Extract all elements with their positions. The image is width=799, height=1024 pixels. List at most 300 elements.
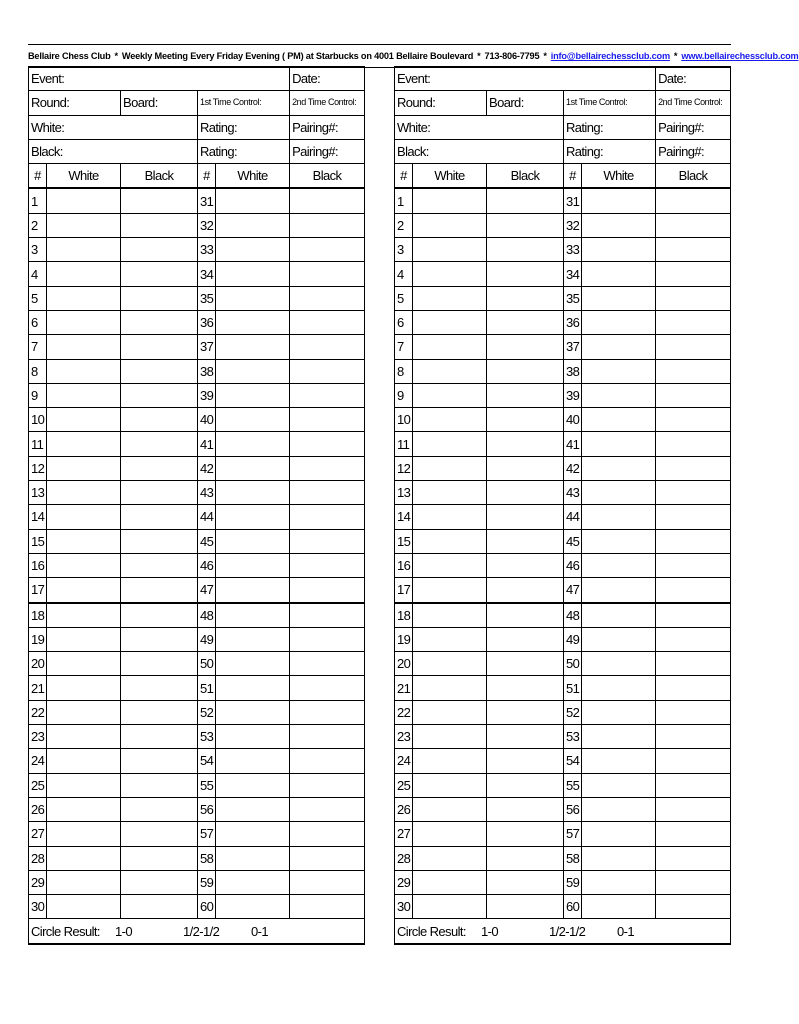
- white-move-cell[interactable]: [47, 870, 121, 894]
- black-move-cell[interactable]: [656, 529, 731, 553]
- black-move-cell[interactable]: [656, 286, 731, 310]
- time-control-2-label: 2nd Time Control:: [292, 97, 357, 108]
- black-move-cell[interactable]: [121, 529, 198, 553]
- white-move-cell[interactable]: [47, 725, 121, 749]
- move-row: [395, 773, 731, 797]
- result-draw[interactable]: 1/2-1/2: [549, 923, 586, 939]
- email-link[interactable]: info@bellairechessclub.com: [550, 51, 670, 61]
- black-move-cell[interactable]: [487, 725, 564, 749]
- white-move-cell[interactable]: [582, 213, 656, 237]
- black-move-cell[interactable]: [290, 797, 365, 821]
- board-field[interactable]: [121, 91, 198, 115]
- white-move-cell[interactable]: [582, 846, 656, 870]
- black-move-cell[interactable]: [290, 700, 365, 724]
- black-move-cell[interactable]: [656, 700, 731, 724]
- black-move-cell[interactable]: [487, 408, 564, 432]
- black-player-label: Black:: [31, 144, 63, 160]
- black-move-cell[interactable]: [121, 627, 198, 651]
- white-move-cell[interactable]: [413, 700, 487, 724]
- white-move-cell[interactable]: [47, 822, 121, 846]
- white-move-cell[interactable]: [47, 505, 121, 529]
- white-move-cell[interactable]: [216, 846, 290, 870]
- white-move-cell[interactable]: [413, 846, 487, 870]
- move-number: 39: [198, 383, 216, 407]
- white-move-cell[interactable]: [582, 773, 656, 797]
- black-move-cell[interactable]: [121, 238, 198, 262]
- white-move-cell[interactable]: [216, 725, 290, 749]
- black-move-cell[interactable]: [487, 797, 564, 821]
- white-move-cell[interactable]: [582, 553, 656, 577]
- white-move-cell[interactable]: [582, 383, 656, 407]
- white-move-cell[interactable]: [216, 797, 290, 821]
- black-move-cell[interactable]: [487, 335, 564, 359]
- white-move-cell[interactable]: [216, 895, 290, 919]
- black-move-cell[interactable]: [290, 359, 365, 383]
- black-move-cell[interactable]: [290, 578, 365, 603]
- black-move-cell[interactable]: [121, 652, 198, 676]
- move-number: 14: [395, 505, 413, 529]
- white-move-cell[interactable]: [47, 797, 121, 821]
- white-move-cell[interactable]: [47, 188, 121, 213]
- black-move-cell[interactable]: [487, 578, 564, 603]
- black-move-cell[interactable]: [656, 262, 731, 286]
- move-number: 48: [564, 603, 582, 628]
- black-move-cell[interactable]: [487, 505, 564, 529]
- black-move-cell[interactable]: [290, 383, 365, 407]
- black-move-cell[interactable]: [656, 238, 731, 262]
- black-move-cell[interactable]: [121, 749, 198, 773]
- white-move-cell[interactable]: [47, 383, 121, 407]
- white-move-cell[interactable]: [216, 773, 290, 797]
- black-move-cell[interactable]: [656, 310, 731, 334]
- white-move-cell[interactable]: [47, 846, 121, 870]
- black-move-cell[interactable]: [656, 359, 731, 383]
- black-move-cell[interactable]: [121, 797, 198, 821]
- white-move-cell[interactable]: [216, 408, 290, 432]
- black-move-cell[interactable]: [121, 481, 198, 505]
- white-move-cell[interactable]: [216, 652, 290, 676]
- black-move-cell[interactable]: [290, 676, 365, 700]
- move-number: 31: [198, 188, 216, 213]
- result-black-wins[interactable]: 0-1: [251, 923, 268, 939]
- white-move-cell[interactable]: [216, 481, 290, 505]
- move-number: 32: [198, 213, 216, 237]
- black-move-cell[interactable]: [290, 213, 365, 237]
- phone-number: 713-806-7795: [484, 51, 540, 61]
- white-move-cell[interactable]: [216, 262, 290, 286]
- move-row: [29, 188, 365, 213]
- white-move-cell[interactable]: [413, 870, 487, 894]
- white-move-cell[interactable]: [47, 652, 121, 676]
- black-move-cell[interactable]: [656, 188, 731, 213]
- white-move-cell[interactable]: [582, 676, 656, 700]
- black-move-cell[interactable]: [121, 310, 198, 334]
- black-move-cell[interactable]: [487, 432, 564, 456]
- white-move-cell[interactable]: [216, 359, 290, 383]
- black-move-cell[interactable]: [290, 749, 365, 773]
- white-move-cell[interactable]: [216, 822, 290, 846]
- black-player-field[interactable]: [29, 139, 198, 163]
- white-move-cell[interactable]: [582, 603, 656, 628]
- black-move-cell[interactable]: [656, 408, 731, 432]
- white-move-cell[interactable]: [413, 238, 487, 262]
- black-move-cell[interactable]: [290, 773, 365, 797]
- round-field[interactable]: [29, 91, 121, 115]
- move-row: [29, 310, 365, 334]
- white-move-cell[interactable]: [413, 553, 487, 577]
- white-move-cell[interactable]: [47, 578, 121, 603]
- black-rating-field[interactable]: [564, 139, 656, 163]
- white-move-cell[interactable]: [216, 213, 290, 237]
- black-move-cell[interactable]: [290, 481, 365, 505]
- white-move-cell[interactable]: [47, 262, 121, 286]
- black-move-cell[interactable]: [487, 773, 564, 797]
- black-move-cell[interactable]: [121, 456, 198, 480]
- white-move-cell[interactable]: [216, 286, 290, 310]
- move-row: [395, 188, 731, 213]
- white-move-cell[interactable]: [216, 603, 290, 628]
- black-move-cell[interactable]: [290, 408, 365, 432]
- white-move-cell[interactable]: [413, 749, 487, 773]
- black-move-cell[interactable]: [656, 383, 731, 407]
- black-move-cell[interactable]: [121, 895, 198, 919]
- black-move-cell[interactable]: [290, 188, 365, 213]
- black-move-cell[interactable]: [487, 822, 564, 846]
- black-move-cell[interactable]: [487, 359, 564, 383]
- white-move-cell[interactable]: [216, 432, 290, 456]
- time-control-1-field[interactable]: [198, 91, 290, 115]
- white-move-cell[interactable]: [47, 676, 121, 700]
- black-pairing-field[interactable]: [290, 139, 365, 163]
- black-move-cell[interactable]: [656, 773, 731, 797]
- white-move-cell[interactable]: [47, 456, 121, 480]
- white-move-cell[interactable]: [413, 432, 487, 456]
- black-move-cell[interactable]: [121, 408, 198, 432]
- white-move-cell[interactable]: [413, 188, 487, 213]
- white-move-cell[interactable]: [582, 238, 656, 262]
- white-move-cell[interactable]: [582, 700, 656, 724]
- move-number: 11: [395, 432, 413, 456]
- white-move-cell[interactable]: [413, 481, 487, 505]
- white-player-field[interactable]: [29, 115, 198, 139]
- move-number: 1: [29, 188, 47, 213]
- white-player-field[interactable]: [395, 115, 564, 139]
- white-move-cell[interactable]: [582, 505, 656, 529]
- website-link[interactable]: www.bellairechessclub.com: [681, 51, 799, 61]
- white-move-cell[interactable]: [413, 262, 487, 286]
- black-move-cell[interactable]: [656, 846, 731, 870]
- white-move-cell[interactable]: [413, 627, 487, 651]
- white-move-cell[interactable]: [47, 700, 121, 724]
- white-move-cell[interactable]: [216, 238, 290, 262]
- move-row: [29, 286, 365, 310]
- white-move-cell[interactable]: [413, 286, 487, 310]
- white-move-cell[interactable]: [216, 456, 290, 480]
- move-number: 5: [29, 286, 47, 310]
- move-number: 37: [564, 335, 582, 359]
- white-move-cell[interactable]: [47, 603, 121, 628]
- result-draw[interactable]: 1/2-1/2: [183, 923, 220, 939]
- move-number: 28: [29, 846, 47, 870]
- white-move-cell[interactable]: [413, 505, 487, 529]
- black-move-cell[interactable]: [290, 652, 365, 676]
- black-move-cell[interactable]: [290, 529, 365, 553]
- white-move-cell[interactable]: [47, 481, 121, 505]
- black-move-cell[interactable]: [121, 432, 198, 456]
- white-move-cell[interactable]: [582, 481, 656, 505]
- white-move-cell[interactable]: [413, 310, 487, 334]
- black-move-cell[interactable]: [121, 822, 198, 846]
- black-move-cell[interactable]: [656, 456, 731, 480]
- black-move-cell[interactable]: [656, 822, 731, 846]
- white-move-cell[interactable]: [47, 627, 121, 651]
- black-move-cell[interactable]: [121, 505, 198, 529]
- black-move-cell[interactable]: [487, 652, 564, 676]
- white-pairing-field[interactable]: [290, 115, 365, 139]
- black-move-cell[interactable]: [290, 286, 365, 310]
- white-move-cell[interactable]: [216, 529, 290, 553]
- white-move-cell[interactable]: [413, 335, 487, 359]
- white-move-cell[interactable]: [47, 749, 121, 773]
- board-field[interactable]: [487, 91, 564, 115]
- white-move-cell[interactable]: [582, 188, 656, 213]
- black-move-cell[interactable]: [656, 676, 731, 700]
- white-move-cell[interactable]: [413, 456, 487, 480]
- date-field[interactable]: [290, 67, 365, 91]
- white-move-cell[interactable]: [47, 408, 121, 432]
- white-move-cell[interactable]: [47, 213, 121, 237]
- white-move-cell[interactable]: [582, 310, 656, 334]
- black-move-cell[interactable]: [290, 238, 365, 262]
- move-number: 25: [29, 773, 47, 797]
- black-move-cell[interactable]: [656, 627, 731, 651]
- white-move-cell[interactable]: [413, 383, 487, 407]
- black-move-cell[interactable]: [487, 310, 564, 334]
- white-move-cell[interactable]: [47, 432, 121, 456]
- time-control-2-field[interactable]: [290, 91, 365, 115]
- white-move-cell[interactable]: [413, 359, 487, 383]
- black-move-cell[interactable]: [121, 603, 198, 628]
- white-move-cell[interactable]: [413, 652, 487, 676]
- white-move-cell[interactable]: [216, 578, 290, 603]
- black-move-cell[interactable]: [290, 310, 365, 334]
- black-move-cell[interactable]: [487, 286, 564, 310]
- black-move-cell[interactable]: [487, 238, 564, 262]
- white-move-cell[interactable]: [47, 359, 121, 383]
- white-move-cell[interactable]: [582, 652, 656, 676]
- white-move-cell[interactable]: [47, 310, 121, 334]
- white-move-cell[interactable]: [47, 286, 121, 310]
- white-move-cell[interactable]: [413, 676, 487, 700]
- white-move-cell[interactable]: [582, 870, 656, 894]
- white-move-cell[interactable]: [216, 505, 290, 529]
- black-move-cell[interactable]: [290, 870, 365, 894]
- white-move-cell[interactable]: [582, 822, 656, 846]
- white-move-cell[interactable]: [582, 578, 656, 603]
- black-move-cell[interactable]: [487, 846, 564, 870]
- white-move-cell[interactable]: [582, 359, 656, 383]
- black-rating-field[interactable]: [198, 139, 290, 163]
- white-move-cell[interactable]: [582, 725, 656, 749]
- black-move-cell[interactable]: [121, 578, 198, 603]
- black-move-cell[interactable]: [290, 432, 365, 456]
- black-move-cell[interactable]: [487, 627, 564, 651]
- black-move-cell[interactable]: [487, 188, 564, 213]
- black-move-cell[interactable]: [487, 749, 564, 773]
- result-black-wins[interactable]: 0-1: [617, 923, 634, 939]
- white-move-cell[interactable]: [582, 335, 656, 359]
- black-move-cell[interactable]: [487, 456, 564, 480]
- move-number: 57: [564, 822, 582, 846]
- black-move-cell[interactable]: [290, 846, 365, 870]
- black-move-cell[interactable]: [290, 553, 365, 577]
- white-move-cell[interactable]: [413, 578, 487, 603]
- white-move-cell[interactable]: [413, 773, 487, 797]
- black-move-cell[interactable]: [290, 335, 365, 359]
- white-move-cell[interactable]: [216, 335, 290, 359]
- move-number: 50: [198, 652, 216, 676]
- black-move-cell[interactable]: [656, 505, 731, 529]
- black-move-cell[interactable]: [487, 676, 564, 700]
- white-move-cell[interactable]: [582, 408, 656, 432]
- white-move-cell[interactable]: [47, 335, 121, 359]
- white-move-cell[interactable]: [47, 529, 121, 553]
- white-move-cell[interactable]: [582, 797, 656, 821]
- move-number: 29: [395, 870, 413, 894]
- black-move-cell[interactable]: [656, 895, 731, 919]
- black-move-cell[interactable]: [290, 262, 365, 286]
- black-move-cell[interactable]: [290, 627, 365, 651]
- black-move-cell[interactable]: [656, 335, 731, 359]
- time-control-2-field[interactable]: [656, 91, 731, 115]
- black-move-cell[interactable]: [487, 529, 564, 553]
- black-move-cell[interactable]: [487, 213, 564, 237]
- black-move-cell[interactable]: [121, 188, 198, 213]
- black-move-cell[interactable]: [487, 383, 564, 407]
- circle-result-field: [29, 919, 290, 944]
- white-move-cell[interactable]: [216, 310, 290, 334]
- black-move-cell[interactable]: [121, 725, 198, 749]
- white-move-cell[interactable]: [582, 262, 656, 286]
- white-move-cell[interactable]: [413, 797, 487, 821]
- black-move-cell[interactable]: [656, 725, 731, 749]
- black-move-cell[interactable]: [121, 383, 198, 407]
- white-move-cell[interactable]: [216, 870, 290, 894]
- black-move-cell[interactable]: [290, 725, 365, 749]
- black-move-cell[interactable]: [487, 895, 564, 919]
- black-move-cell[interactable]: [290, 456, 365, 480]
- white-move-cell[interactable]: [216, 749, 290, 773]
- pairing-label: Pairing#:: [292, 144, 338, 160]
- white-move-cell[interactable]: [216, 383, 290, 407]
- black-move-cell[interactable]: [121, 335, 198, 359]
- black-move-cell[interactable]: [487, 553, 564, 577]
- white-move-cell[interactable]: [216, 700, 290, 724]
- result-white-wins[interactable]: 1-0: [481, 923, 498, 939]
- black-move-cell[interactable]: [487, 700, 564, 724]
- black-move-cell[interactable]: [121, 870, 198, 894]
- move-number: 56: [564, 797, 582, 821]
- event-field[interactable]: [29, 67, 290, 91]
- black-move-cell[interactable]: [656, 749, 731, 773]
- black-player-field[interactable]: [395, 139, 564, 163]
- white-rating-field[interactable]: [564, 115, 656, 139]
- white-move-cell[interactable]: [582, 529, 656, 553]
- black-move-cell[interactable]: [121, 676, 198, 700]
- white-move-cell[interactable]: [582, 895, 656, 919]
- white-move-cell[interactable]: [413, 895, 487, 919]
- date-field[interactable]: [656, 67, 731, 91]
- white-move-cell[interactable]: [413, 725, 487, 749]
- white-move-cell[interactable]: [582, 456, 656, 480]
- black-move-cell[interactable]: [121, 286, 198, 310]
- black-move-cell[interactable]: [121, 213, 198, 237]
- black-move-cell[interactable]: [656, 797, 731, 821]
- white-move-cell[interactable]: [582, 627, 656, 651]
- white-move-cell[interactable]: [47, 895, 121, 919]
- black-move-cell[interactable]: [656, 603, 731, 628]
- black-move-cell[interactable]: [121, 359, 198, 383]
- white-move-cell[interactable]: [582, 286, 656, 310]
- black-move-cell[interactable]: [121, 700, 198, 724]
- time-control-1-field[interactable]: [564, 91, 656, 115]
- black-move-cell[interactable]: [290, 505, 365, 529]
- white-move-cell[interactable]: [413, 213, 487, 237]
- black-move-cell[interactable]: [290, 822, 365, 846]
- result-white-wins[interactable]: 1-0: [115, 923, 132, 939]
- white-move-cell[interactable]: [582, 749, 656, 773]
- black-move-cell[interactable]: [656, 432, 731, 456]
- white-move-cell[interactable]: [582, 432, 656, 456]
- white-move-cell[interactable]: [47, 773, 121, 797]
- white-move-cell[interactable]: [216, 553, 290, 577]
- move-row: [395, 627, 731, 651]
- black-player-label: Black:: [397, 144, 429, 160]
- black-pairing-field[interactable]: [656, 139, 731, 163]
- white-move-cell[interactable]: [47, 553, 121, 577]
- black-move-cell[interactable]: [290, 895, 365, 919]
- round-field[interactable]: [395, 91, 487, 115]
- black-move-cell[interactable]: [487, 603, 564, 628]
- white-move-cell[interactable]: [216, 676, 290, 700]
- white-move-cell[interactable]: [413, 529, 487, 553]
- move-row: [395, 846, 731, 870]
- white-pairing-field[interactable]: [656, 115, 731, 139]
- black-move-cell[interactable]: [487, 262, 564, 286]
- black-move-cell[interactable]: [656, 481, 731, 505]
- black-move-cell[interactable]: [656, 870, 731, 894]
- black-move-cell[interactable]: [121, 262, 198, 286]
- black-move-cell[interactable]: [656, 213, 731, 237]
- black-move-cell[interactable]: [121, 553, 198, 577]
- white-move-cell[interactable]: [216, 627, 290, 651]
- white-move-cell[interactable]: [413, 603, 487, 628]
- black-move-cell[interactable]: [290, 603, 365, 628]
- white-move-cell[interactable]: [216, 188, 290, 213]
- black-move-cell[interactable]: [656, 578, 731, 603]
- black-move-cell[interactable]: [656, 652, 731, 676]
- white-rating-field[interactable]: [198, 115, 290, 139]
- black-move-cell[interactable]: [121, 773, 198, 797]
- white-move-cell[interactable]: [413, 822, 487, 846]
- black-move-cell[interactable]: [121, 846, 198, 870]
- black-move-cell[interactable]: [656, 553, 731, 577]
- white-move-cell[interactable]: [47, 238, 121, 262]
- event-field[interactable]: [395, 67, 656, 91]
- black-move-cell[interactable]: [487, 870, 564, 894]
- black-move-cell[interactable]: [487, 481, 564, 505]
- white-move-cell[interactable]: [413, 408, 487, 432]
